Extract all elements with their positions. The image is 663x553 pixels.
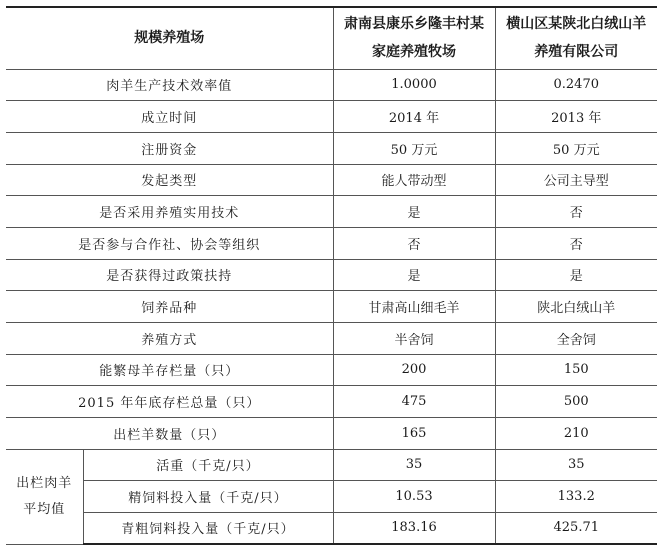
table-row — [6, 164, 657, 196]
table-row — [6, 196, 657, 228]
row-label: 是否参与合作社、协会等组织 — [6, 227, 333, 259]
table-row — [6, 259, 657, 291]
table-row — [6, 69, 657, 101]
row-label: 精饲料投入量（千克/只） — [83, 481, 333, 513]
value-sunan: 35 — [333, 449, 495, 481]
value-sunan: 是 — [333, 259, 495, 291]
row-label: 肉羊生产技术效率值 — [6, 69, 333, 101]
value-sunan: 2014 年 — [333, 101, 495, 133]
value-sunan: 是 — [333, 196, 495, 228]
value-sunan: 1.0000 — [333, 69, 495, 101]
table-row — [6, 354, 657, 386]
value-hengshan: 210 — [495, 417, 657, 449]
row-label: 是否采用养殖实用技术 — [6, 196, 333, 228]
value-sunan: 50 万元 — [333, 132, 495, 164]
row-label: 注册资金 — [6, 132, 333, 164]
header-row — [6, 7, 657, 69]
value-hengshan: 否 — [495, 227, 657, 259]
value-hengshan: 全舍饲 — [495, 322, 657, 354]
table-row — [6, 101, 657, 133]
row-label: 能繁母羊存栏量（只） — [6, 354, 333, 386]
row-label: 2015 年年底存栏总量（只） — [6, 386, 333, 418]
value-sunan: 甘肃高山细毛羊 — [333, 291, 495, 323]
value-hengshan: 0.2470 — [495, 69, 657, 101]
value-sunan: 165 — [333, 417, 495, 449]
header-farm-hengshan: 横山区某陕北白绒山羊养殖有限公司 — [495, 7, 657, 69]
value-hengshan: 2013 年 — [495, 101, 657, 133]
row-label: 是否获得过政策扶持 — [6, 259, 333, 291]
value-sunan: 10.53 — [333, 481, 495, 513]
table-row — [6, 291, 657, 323]
row-label: 成立时间 — [6, 101, 333, 133]
value-sunan: 否 — [333, 227, 495, 259]
row-label: 出栏羊数量（只） — [6, 417, 333, 449]
table-row — [6, 386, 657, 418]
value-sunan: 半舍饲 — [333, 322, 495, 354]
value-hengshan: 是 — [495, 259, 657, 291]
value-sunan: 475 — [333, 386, 495, 418]
table-row — [6, 227, 657, 259]
row-label: 青粗饲料投入量（千克/只） — [83, 512, 333, 544]
header-farm-sunan: 肃南县康乐乡隆丰村某家庭养殖牧场 — [333, 7, 495, 69]
table-row — [6, 322, 657, 354]
row-label: 活重（千克/只） — [83, 449, 333, 481]
data-table — [6, 6, 657, 545]
value-hengshan: 500 — [495, 386, 657, 418]
value-hengshan: 425.71 — [495, 512, 657, 544]
value-hengshan: 35 — [495, 449, 657, 481]
value-sunan: 183.16 — [333, 512, 495, 544]
value-hengshan: 133.2 — [495, 481, 657, 513]
value-hengshan: 陕北白绒山羊 — [495, 291, 657, 323]
value-hengshan: 50 万元 — [495, 132, 657, 164]
value-hengshan: 公司主导型 — [495, 164, 657, 196]
value-sunan: 能人带动型 — [333, 164, 495, 196]
table-row — [6, 512, 657, 544]
value-hengshan: 否 — [495, 196, 657, 228]
group-label: 出栏肉羊平均值 — [6, 449, 83, 544]
table-row — [6, 481, 657, 513]
value-hengshan: 150 — [495, 354, 657, 386]
value-sunan: 200 — [333, 354, 495, 386]
header-farm-type: 规模养殖场 — [6, 7, 333, 69]
row-label: 饲养品种 — [6, 291, 333, 323]
row-label: 养殖方式 — [6, 322, 333, 354]
table-row — [6, 132, 657, 164]
table-row — [6, 417, 657, 449]
row-label: 发起类型 — [6, 164, 333, 196]
table-row — [6, 449, 657, 481]
